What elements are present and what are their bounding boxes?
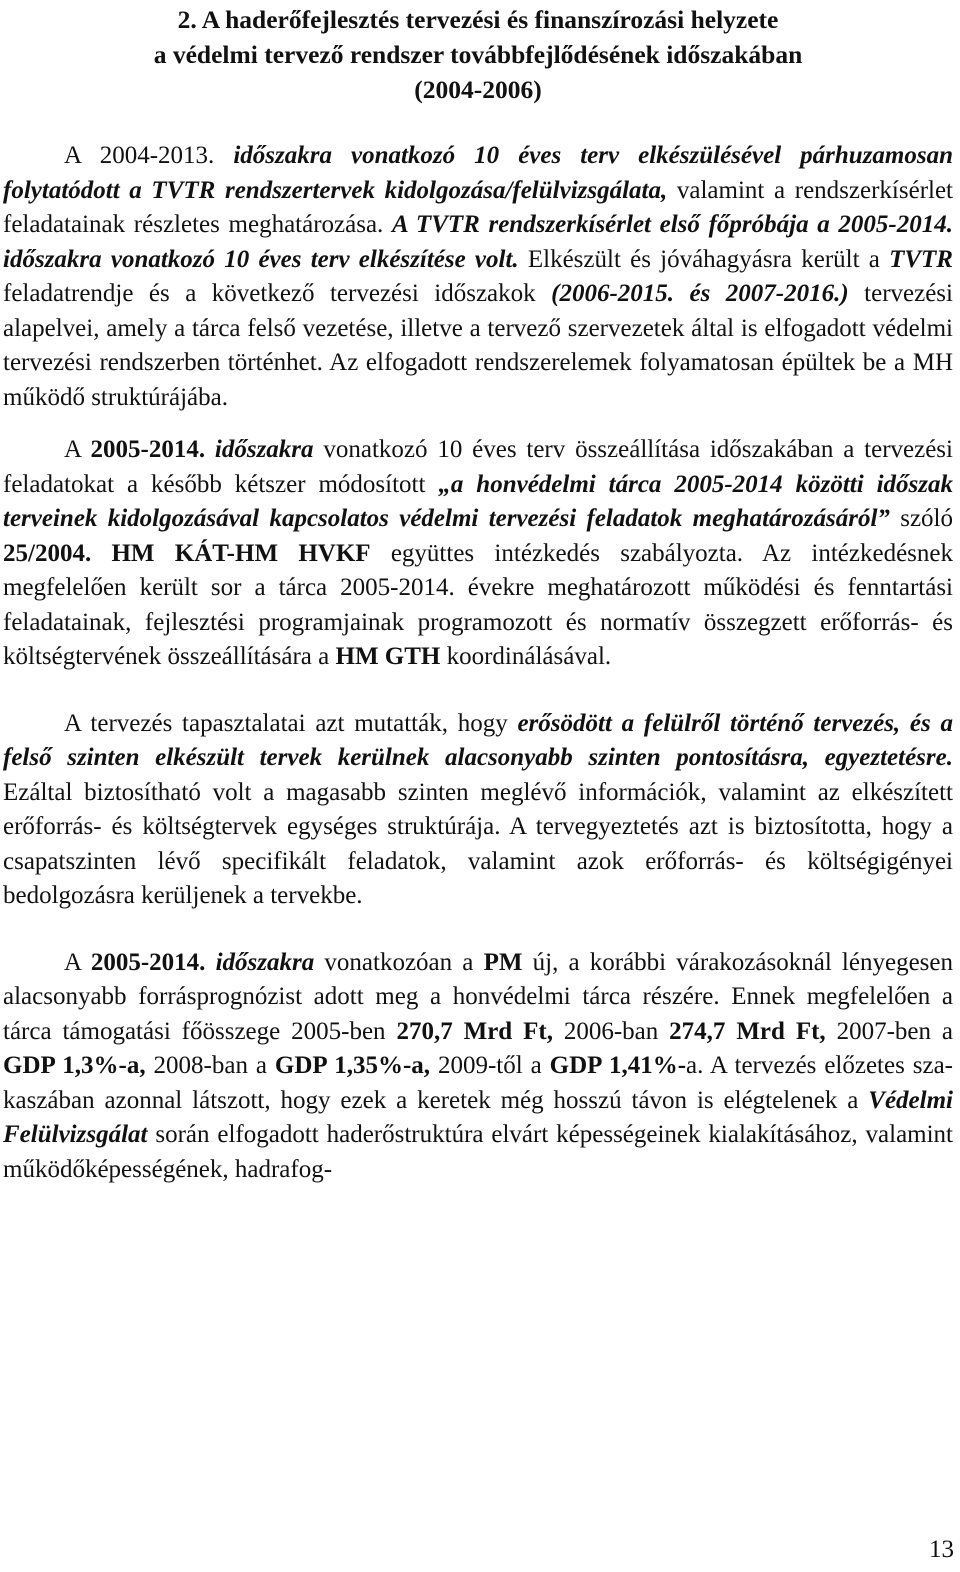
text-run: 2009-től a <box>430 1052 550 1079</box>
text-run: A tervezés tapasztalatai azt mutatták, hogy <box>64 709 518 737</box>
page-number: 13 <box>929 1536 954 1563</box>
text-run <box>205 949 215 976</box>
text-run: során elfogadott haderőstruktúra elvárt képességeinek kialakításához, valamint működőképességének, hadrafog- <box>3 1121 953 1183</box>
text-run: új, a korábbi várakozásoknál lényegesen alacsonyabb forrásprognózist adott meg a honvédelmi tárca részére. Ennek megfelelően a tárca támogatási főösszege 2005-ben <box>3 948 953 1045</box>
text-run: 2007-ben a <box>825 1017 953 1045</box>
emphasized-text: HM GTH <box>335 643 441 670</box>
text-run: együttes intézkedés szabályozta. Az intézkedésnek megfelelően került sor a tárca 2005-2014. évekre meghatározott működési és fenntartási feladatainak, fejlesztési programjainak programozott és normatív összegzett erőforrás- és költségtervének összeállítására a <box>3 539 953 670</box>
emphasized-text: időszakra <box>215 948 315 976</box>
text-run <box>205 436 215 463</box>
emphasized-text: „a honvédelmi tárca 2005-2014 közötti időszak terveinek kidolgozásával kapcsolatos védelmi tervezési feladatok meghatározásáról” <box>3 470 954 532</box>
emphasized-text: GDP 1,41%- <box>549 1052 687 1079</box>
section-heading <box>3 2 953 107</box>
emphasized-text: A TVTR rendszerkísérlet első főpróbája a 2005-2014. időszakra vonatkozó 10 éves terv elkészítése volt. <box>3 211 953 273</box>
document-page <box>3 0 953 1187</box>
text-run: valamint a rendszerkísérlet feladatainak részletes meghatározása. <box>3 176 954 238</box>
emphasized-text: GDP 1,3%-a, <box>3 1052 146 1079</box>
emphasized-text: időszakra <box>214 436 314 463</box>
text-run: vonatkozóan a <box>314 948 484 976</box>
text-run: feladatrendje és a következő tervezési időszakok <box>3 280 552 307</box>
heading-line-2: a védelmi tervező rendszer továbbfejlődésének időszakában <box>153 40 803 69</box>
text-run: a. A tervezés előzetes szakaszában azonnal látszott, hogy ezek a keretek még hosszú távon is elégtelenek a <box>3 1052 953 1114</box>
paragraph-2 <box>3 433 953 675</box>
text-run: Elkészült és jóváhagyásra került a <box>518 245 890 273</box>
text-run: szóló <box>889 505 953 532</box>
text-run: tervezési alapelvei, amely a tárca felső vezetése, illetve a tervező szervezetek által is elfogadott védelmi tervezési rendszerben történhet. Az elfogadott rendszerelemek folyamatosan épültek be a MH működő struktúrájába. <box>3 280 953 411</box>
emphasized-text: 270,7 Mrd Ft, <box>396 1017 553 1045</box>
text-run: A 2004-2013. <box>64 142 234 169</box>
emphasized-text: időszakra vonatkozó 10 éves terv elkészülésével párhuzamosan folytatódott a TVTR rendszertervek kidolgozása/felülvizsgálata, <box>3 142 954 204</box>
emphasized-text: GDP 1,35%-a, <box>274 1052 431 1079</box>
heading-line-3: (2004-2006) <box>414 75 542 104</box>
emphasized-text: PM <box>483 948 523 976</box>
text-run: 2006-ban <box>552 1017 670 1045</box>
emphasized-text: TVTR <box>889 245 953 273</box>
emphasized-text: 274,7 Mrd Ft, <box>669 1017 826 1045</box>
heading-line-1: 2. A haderőfejlesztés tervezési és finanszírozási helyzete <box>177 5 779 34</box>
emphasized-text: Védelmi Felülvizsgálat <box>3 1086 953 1148</box>
text-run: koordinálásával. <box>440 643 612 670</box>
paragraph-3 <box>3 707 953 914</box>
text-run: vonatkozó 10 éves terv összeállítása időszakában a tervezési feladatokat a később kétszer módosított <box>3 436 953 498</box>
text-run: A <box>64 436 91 463</box>
emphasized-text: (2006-2015. és 2007-2016.) <box>551 280 849 307</box>
paragraph-4 <box>3 946 953 1188</box>
text-run: A <box>64 948 91 976</box>
text-run: Ezáltal biztosítható volt a magasabb szinten meglévő információk, valamint az elkészített erőforrás- és költségtervek egységes struktúrája. A tervegyeztetés azt is biztosította, hogy a csapatszinten lévő specifikált feladatok, valamint azok erőforrás- és költségigényei bedolgozásra kerüljenek a tervekbe. <box>3 778 953 909</box>
emphasized-text: 2005-2014. <box>90 948 206 976</box>
text-run: 2008-ban a <box>145 1052 275 1079</box>
emphasized-text: 25/2004. HM KÁT-HM HVKF <box>3 539 371 567</box>
emphasized-text: 2005-2014. <box>90 436 206 463</box>
emphasized-text: erősödött a felülről történő tervezés, és a felső szinten elkészült tervek kerülnek alacsonyabb szinten pontosításra, egyeztetésre. <box>3 709 953 771</box>
paragraph-1 <box>3 139 953 415</box>
